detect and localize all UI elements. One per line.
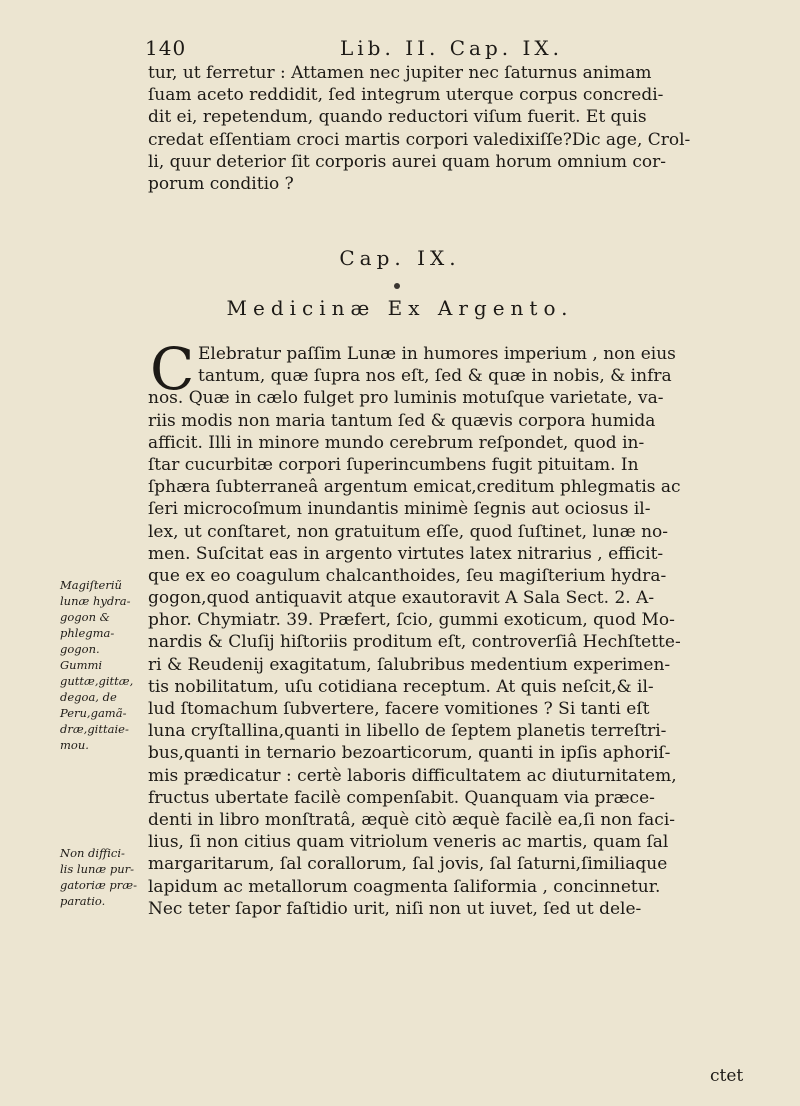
text-line: ſphæra ſubterraneâ argentum emicat,creditum phlegmatis ac xyxy=(148,477,681,498)
text-line: mis prædicatur : certè laboris difficultatem ac diuturnitatem, xyxy=(148,765,677,786)
margin-note-line: degoa, de xyxy=(60,690,117,704)
margin-note-line: Gummi xyxy=(60,658,103,672)
margin-note-line: dræ,gittaie- xyxy=(60,722,129,736)
margin-note-line: gogon. xyxy=(60,642,100,656)
paragraph-continuation xyxy=(148,62,778,195)
text-line: ſuam aceto reddidit, ſed integrum uterque corpus concredi- xyxy=(148,85,664,106)
margin-note-line: mou. xyxy=(60,738,89,752)
chapter-title: Cap. IX. xyxy=(339,246,461,270)
text-line: men. Suſcitat eas in argento virtutes latex nitrarius , efficit- xyxy=(148,543,664,564)
text-line: tur, ut ferretur : Attamen nec jupiter nec ſaturnus animam xyxy=(148,63,652,83)
text-line: dit ei, repetendum, quando reductori viſum fuerit. Et quis xyxy=(148,107,647,128)
text-line: nos. Quæ in cælo fulget pro luminis motuſque varietate, va- xyxy=(148,388,664,409)
text-line: nardis & Cluſij hiſtoriis proditum eſt, controverſiâ Hechſtette- xyxy=(148,632,681,653)
text-line: riis modis non maria tantum ſed & quævis corpora humida xyxy=(148,410,656,431)
margin-note-line: phlegma- xyxy=(60,626,115,640)
running-head: Lib. II. Cap. IX. xyxy=(340,36,563,60)
drop-cap: C xyxy=(150,335,195,403)
text-line: luna cryſtallina,quanti in libello de ſeptem planetis terreſtri- xyxy=(148,721,667,742)
text-line: lius, ſi non citius quam vitriolum veneris ac martis, quam ſal xyxy=(148,832,669,853)
text-line: Elebratur paſſim Lunæ in humores imperium , non eius xyxy=(198,344,676,364)
text-line: margaritarum, ſal corallorum, ſal jovis, ſal ſaturni,ſimiliaque xyxy=(148,854,668,875)
margin-note-line: gatoriæ præ- xyxy=(60,878,137,892)
text-line: credat eſſentiam croci martis corpori valedixiſſe?Dic age, Crol- xyxy=(148,129,691,150)
margin-note-purgatoria xyxy=(60,846,148,910)
text-line: lud ſtomachum ſubvertere, facere vomitiones ? Si tanti eſt xyxy=(148,699,650,719)
margin-note-line: gogon & xyxy=(60,610,110,624)
text-line: phor. Chymiatr. 39. Præfert, ſcio, gummi exoticum, quod Mo- xyxy=(148,610,675,631)
margin-note-line: lis lunæ pur- xyxy=(60,862,135,876)
section-title: Medicinæ Ex Argento. xyxy=(226,296,574,320)
text-line: ſtar cucurbitæ corpori ſuperincumbens fugit pituitam. In xyxy=(148,454,639,475)
text-line: Nec teter ſapor faſtidio urit, niſi non ut iuvet, ſed ut dele- xyxy=(148,898,642,919)
text-line: gogon,quod antiquavit atque exautoravit A Sala Sect. 2. A- xyxy=(148,588,655,609)
text-line: li, quur deterior ſit corporis aurei quam horum omnium cor- xyxy=(148,151,667,172)
margin-note-line: Non diffici- xyxy=(60,846,125,860)
text-line: fructus ubertate facilè compenſabit. Quanquam via præce- xyxy=(148,787,655,808)
text-line: lex, ut conſtaret, non gratuitum eſſe, quod ſuſtinet, lunæ no- xyxy=(148,521,669,542)
text-line: bus,quanti in ternario bezoarticorum, quanti in ipſis aphoriſ- xyxy=(148,743,671,764)
margin-note-line: Peru,gamã- xyxy=(60,706,127,720)
paragraph-main xyxy=(148,343,778,920)
page-number: 140 xyxy=(145,36,187,60)
margin-note-line: lunæ hydra- xyxy=(60,594,131,608)
page-header xyxy=(145,36,665,62)
text-line: ſeri microcoſmum inundantis minimè ſegnis aut ociosus il- xyxy=(148,499,651,520)
text-line: ri & Reudenij exagitatum, ſalubribus medentium experimen- xyxy=(148,654,671,675)
text-line: tantum, quæ ſupra nos eſt, ſed & quæ in nobis, & infra xyxy=(198,366,672,387)
margin-note-line: paratio. xyxy=(60,894,106,908)
margin-note-line: guttæ,gittæ, xyxy=(60,674,134,688)
margin-note-magisterium xyxy=(60,578,148,754)
ornament-dot xyxy=(394,283,400,289)
text-line: porum conditio ? xyxy=(148,173,294,194)
text-line: lapidum ac metallorum coagmenta ſaliformia , concinnetur. xyxy=(148,876,661,897)
text-line: que ex eo coagulum chalcanthoides, ſeu magiſterium hydra- xyxy=(148,565,667,586)
catchword: ctet xyxy=(710,1066,744,1086)
text-line: denti in libro monſtratâ, æquè citò æquè facilè ea,ſi non faci- xyxy=(148,809,675,830)
margin-note-line: Magiſteriũ xyxy=(60,578,122,592)
text-line: tis nobilitatum, uſu cotidiana receptum. At quis neſcit,& il- xyxy=(148,676,654,697)
text-line: afficit. Illi in minore mundo cerebrum reſpondet, quod in- xyxy=(148,432,645,453)
